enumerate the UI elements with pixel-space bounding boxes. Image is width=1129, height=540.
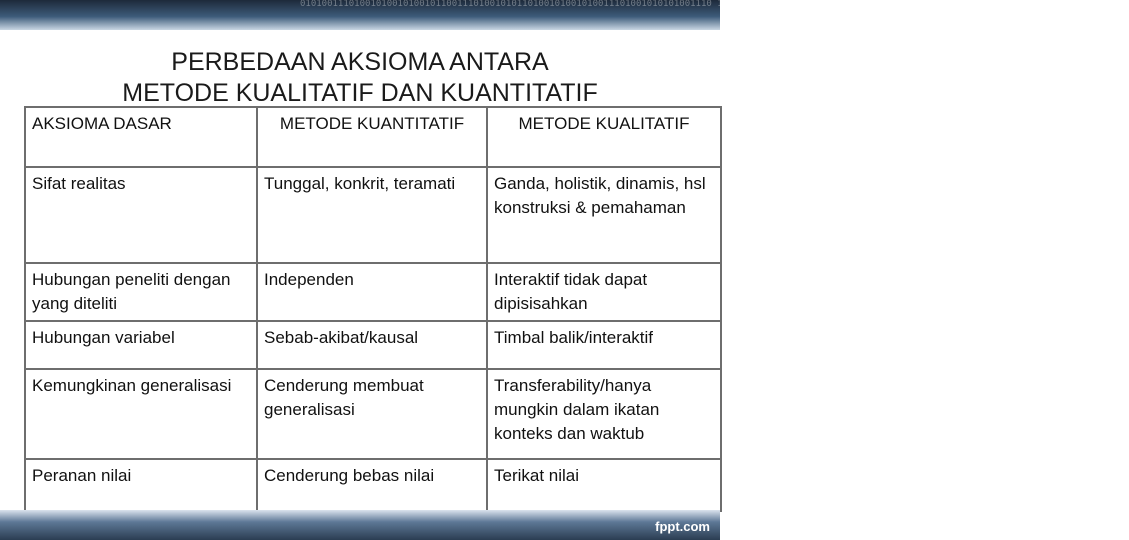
table-cell-quantitative: Cenderung membuat generalisasi [257,369,487,459]
table-row [25,459,721,511]
table-header-row [25,107,721,167]
slide-title-line-2: METODE KUALITATIF DAN KUANTITATIF [122,78,598,107]
header-cell-aksioma-dasar: AKSIOMA DASAR [25,107,257,167]
table-row [25,167,721,263]
table-cell-axiom: Peranan nilai [25,459,257,511]
table-cell-axiom: Kemungkinan generalisasi [25,369,257,459]
table-cell-qualitative: Interaktif tidak dapat dipisisahkan [487,263,721,321]
comparison-table [24,106,722,512]
table-cell-quantitative: Tunggal, konkrit, teramati [257,167,487,263]
header-cell-metode-kualitatif: METODE KUALITATIF [487,107,721,167]
slide-title [0,47,720,109]
brand-watermark: fppt.com [655,519,710,534]
table-row [25,369,721,459]
header-banner [0,0,1129,30]
footer-banner [0,510,720,540]
slide-title-line-1: PERBEDAAN AKSIOMA ANTARA [171,47,549,76]
table-cell-quantitative: Independen [257,263,487,321]
table-cell-axiom: Sifat realitas [25,167,257,263]
table-cell-qualitative: Ganda, holistik, dinamis, hsl konstruksi & pemahaman [487,167,721,263]
table-cell-axiom: Hubungan peneliti dengan yang diteliti [25,263,257,321]
table-cell-qualitative: Timbal balik/interaktif [487,321,721,369]
header-cell-metode-kuantitatif: METODE KUANTITATIF [257,107,487,167]
table-cell-quantitative: Sebab-akibat/kausal [257,321,487,369]
table-cell-quantitative: Cenderung bebas nilai [257,459,487,511]
table-cell-qualitative: Transferability/hanya mungkin dalam ikatan konteks dan waktub [487,369,721,459]
binary-pattern-decoration: 0101001110100101001010010110011101001010110100101001010011101001010101001110 1001010010100101100111010010101101001010010100111010010101010011101001010010 [300,0,1129,9]
table-cell-axiom: Hubungan variabel [25,321,257,369]
table-cell-qualitative: Terikat nilai [487,459,721,511]
table-row [25,263,721,321]
table-row [25,321,721,369]
